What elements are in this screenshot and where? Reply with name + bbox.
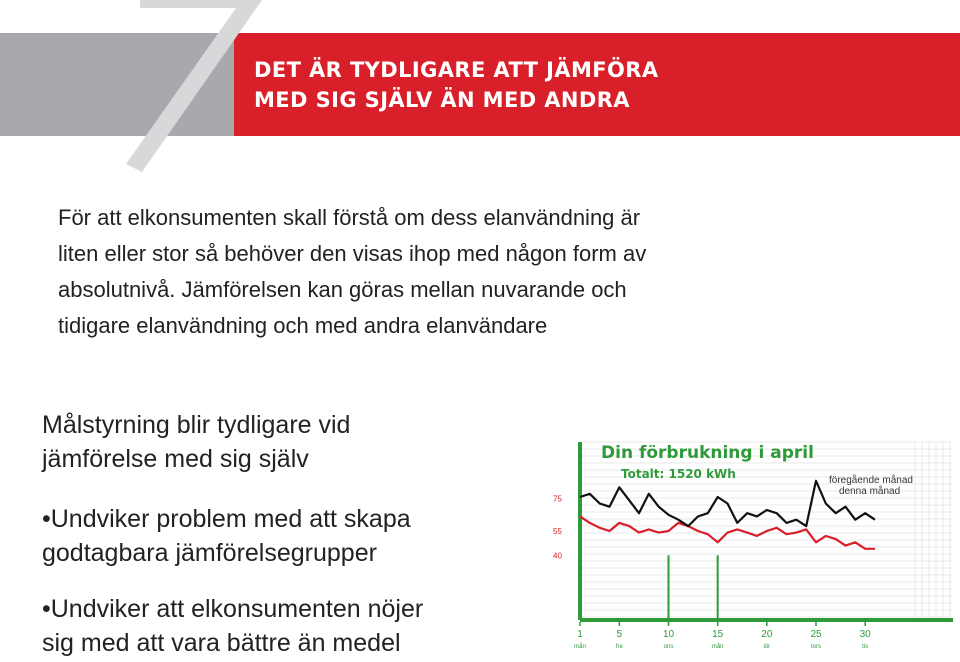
chart-subtitle: Totalt: 1520 kWh [621,467,736,481]
intro-line: tidigare elanvändning och med andra elanvändare [58,313,548,338]
x-tick-label: 15 [712,629,724,640]
consumption-chart [545,430,955,662]
x-day-label: mån [711,644,724,650]
legend-this-month: denna månad [839,486,901,497]
x-day-label: ons [663,644,674,650]
intro-paragraph [58,200,858,344]
legend-previous-month: föregående månad [829,475,913,486]
slide-title-line-2: MED SIG SJÄLV ÄN MED ANDRA [254,88,630,112]
intro-line: liten eller stor så behöver den visas ihop med någon form av [58,241,647,266]
x-day-label: lör [763,644,771,650]
header-red-band [234,33,960,136]
x-tick-label: 10 [662,629,675,640]
x-day-label: mån [574,644,586,650]
x-day-label: tis [862,644,869,650]
point-line: jämförelse med sig själv [42,445,309,473]
y-tick-label: 55 [553,527,562,536]
x-day-label: tors [810,644,822,650]
x-tick-label: 5 [616,629,623,640]
x-tick-label: 30 [859,629,871,640]
point-avoid-average [42,592,522,660]
point-line: sig med att vara bättre än medel [42,629,401,657]
y-tick-label: 40 [553,551,562,561]
slide-title-line-1: DET ÄR TYDLIGARE ATT JÄMFÖRA [254,58,659,82]
y-tick-label: 75 [553,494,562,504]
point-avoid-comparison-groups [42,502,522,570]
point-goal-steering [42,408,522,476]
x-tick-label: 20 [761,629,773,640]
chart-title: Din förbrukning i april [601,443,814,463]
x-tick-label: 1 [577,629,583,640]
point-line: godtagbara jämförelsegrupper [42,539,377,567]
intro-line: För att elkonsumenten skall förstå om dess elanvändning är [58,205,641,230]
intro-line: absolutnivå. Jämförelsen kan göras mellan nuvarande och [58,277,627,302]
point-line: Målstyrning blir tydligare vid [42,411,351,439]
x-tick-label: 25 [810,629,822,640]
x-day-label: fre [615,644,623,650]
point-line: •Undviker att elkonsumenten nöjer [42,595,424,623]
point-line: •Undviker problem med att skapa [42,505,411,533]
chart-ticks [553,495,871,650]
